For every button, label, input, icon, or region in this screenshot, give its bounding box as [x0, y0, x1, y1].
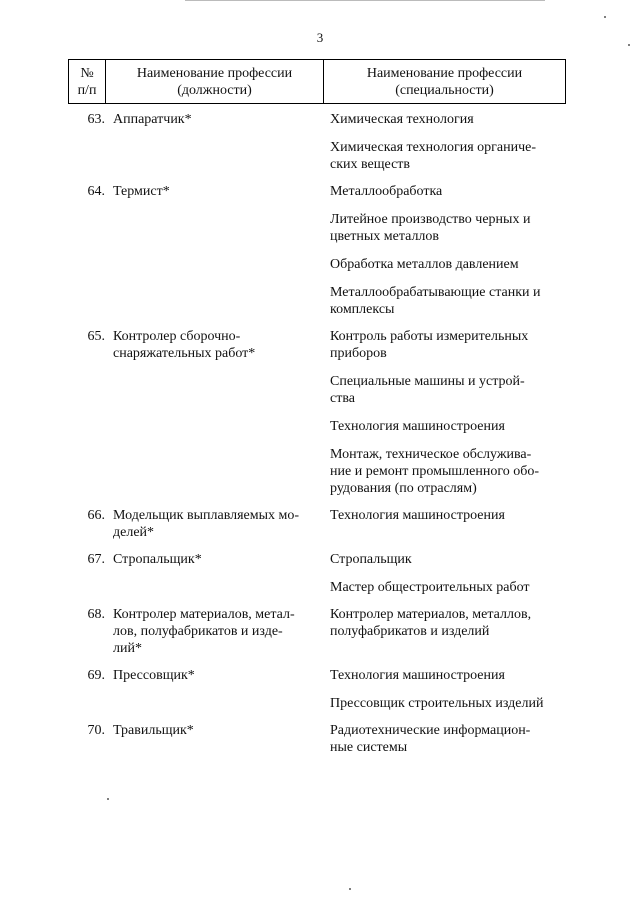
specialty-line: Прессовщик строительных изделий: [330, 696, 544, 711]
specialty-item: [330, 418, 570, 435]
specialty-item: [330, 579, 570, 596]
specialty-item: [330, 722, 570, 756]
specialty-item: [330, 507, 570, 524]
specialty-item: [330, 373, 570, 407]
table-row: [70, 111, 570, 173]
position-name-line: снаряжательных работ*: [113, 346, 256, 361]
position-name-line: лов, полуфабрикатов и изде-: [113, 624, 283, 639]
scan-speck: [349, 888, 351, 890]
specialty-line: комплексы: [330, 302, 395, 317]
header-number-line1: №: [80, 65, 94, 81]
specialty-line: Контролер материалов, металлов,: [330, 607, 532, 622]
specialty-line: ства: [330, 391, 355, 406]
position-name-line: Прессовщик*: [113, 668, 195, 683]
specialty-line: Технология машиностроения: [330, 668, 505, 683]
table-row: [70, 606, 570, 657]
specialty-line: ских веществ: [330, 157, 411, 172]
header-number-line2: п/п: [77, 82, 97, 98]
position-name: [107, 183, 327, 200]
specialty-line: Литейное производство черных и: [330, 212, 531, 227]
specialty-item: [330, 211, 570, 245]
specialty-line: полуфабрикатов и изделий: [330, 624, 490, 639]
row-number: 69.: [87, 668, 105, 683]
specialty-line: Радиотехнические информацион-: [330, 723, 531, 738]
specialty-item: [330, 183, 570, 200]
row-number: 67.: [87, 552, 105, 567]
specialty-line: цветных металлов: [330, 229, 440, 244]
specialty-item: [330, 139, 570, 173]
row-number: 68.: [87, 607, 105, 622]
specialty-list: [327, 183, 570, 318]
scan-speck: [604, 16, 606, 18]
header-specialty-column: [324, 60, 565, 103]
specialty-item: [330, 256, 570, 273]
position-name-line: делей*: [113, 525, 155, 540]
specialty-line: ные системы: [330, 740, 408, 755]
specialty-list: [327, 111, 570, 173]
specialty-line: Технология машиностроения: [330, 419, 505, 434]
position-name: [107, 722, 327, 739]
header-position-line2: (должности): [177, 82, 252, 98]
specialty-line: Монтаж, техническое обслужива-: [330, 447, 532, 462]
position-name-line: Аппаратчик*: [113, 112, 192, 127]
position-name-line: лий*: [113, 641, 142, 656]
table-row: [70, 551, 570, 596]
table-header: [68, 59, 566, 104]
specialty-list: [327, 328, 570, 497]
specialty-line: Металлообработка: [330, 184, 443, 199]
header-specialty-line1: Наименование профессии: [366, 65, 523, 81]
position-name: [107, 606, 327, 657]
specialty-line: рудования (по отраслям): [330, 481, 477, 496]
specialty-line: Технология машиностроения: [330, 508, 505, 523]
specialty-line: Химическая технология органиче-: [330, 140, 536, 155]
specialty-line: Специальные машины и устрой-: [330, 374, 525, 389]
position-name: [107, 507, 327, 541]
specialty-list: [327, 606, 570, 640]
specialty-item: [330, 328, 570, 362]
specialty-line: приборов: [330, 346, 387, 361]
specialty-item: [330, 695, 570, 712]
table-row: [70, 183, 570, 318]
table-row: [70, 722, 570, 756]
scan-speck: [107, 798, 109, 800]
position-name: [107, 111, 327, 128]
specialty-list: [327, 507, 570, 524]
row-number: 66.: [87, 508, 105, 523]
specialty-item: [330, 667, 570, 684]
specialty-list: [327, 667, 570, 712]
specialty-item: [330, 446, 570, 497]
specialty-item: [330, 111, 570, 128]
table-body: [70, 111, 570, 756]
specialty-line: Химическая технология: [330, 112, 474, 127]
position-name: [107, 551, 327, 568]
position-name-line: Травильщик*: [113, 723, 194, 738]
specialty-item: [330, 606, 570, 640]
row-number: 63.: [87, 112, 105, 127]
position-name: [107, 667, 327, 684]
header-number-column: [69, 60, 106, 103]
row-number: 65.: [87, 329, 105, 344]
specialty-line: ние и ремонт промышленного обо-: [330, 464, 540, 479]
specialty-line: Контроль работы измерительных: [330, 329, 529, 344]
header-position-line1: Наименование профессии: [136, 65, 293, 81]
table-row: [70, 507, 570, 541]
page-number: 3: [316, 30, 324, 45]
row-number: 64.: [87, 184, 105, 199]
specialty-list: [327, 722, 570, 756]
header-specialty-line2: (специальности): [395, 82, 494, 98]
position-name: [107, 328, 327, 362]
specialty-line: Обработка металлов давлением: [330, 257, 519, 272]
specialty-item: [330, 551, 570, 568]
top-scan-edge: [185, 0, 545, 1]
specialty-line: Стропальщик: [330, 552, 412, 567]
specialty-item: [330, 284, 570, 318]
table-row: [70, 667, 570, 712]
header-position-column: [106, 60, 324, 103]
specialty-line: Металлообрабатывающие станки и: [330, 285, 541, 300]
position-name-line: Контролер материалов, метал-: [113, 607, 295, 622]
position-name-line: Термист*: [113, 184, 170, 199]
scan-speck: [628, 44, 630, 46]
specialty-list: [327, 551, 570, 596]
position-name-line: Модельщик выплавляемых мо-: [113, 508, 300, 523]
table-row: [70, 328, 570, 497]
row-number: 70.: [87, 723, 105, 738]
specialty-line: Мастер общестроительных работ: [330, 580, 530, 595]
position-name-line: Стропальщик*: [113, 552, 202, 567]
position-name-line: Контролер сборочно-: [113, 329, 241, 344]
